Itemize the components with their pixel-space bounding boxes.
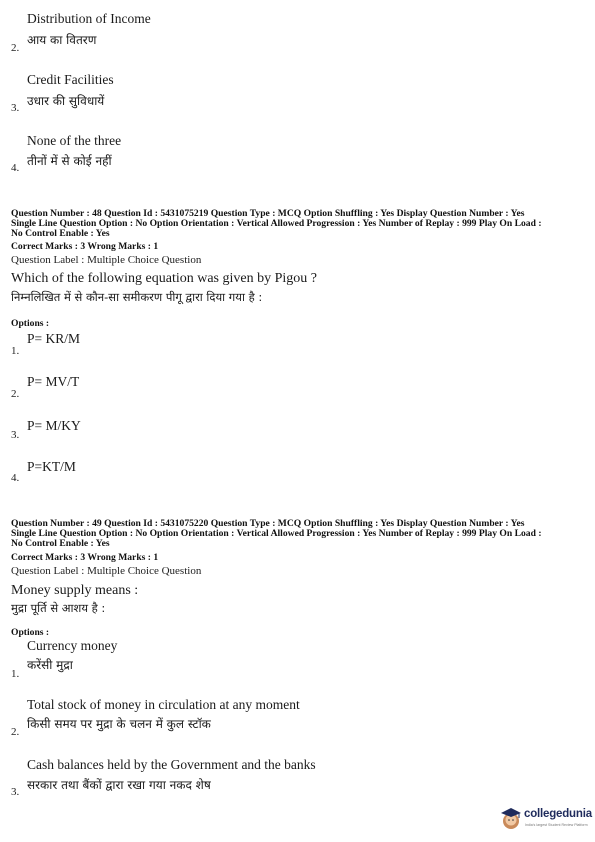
logo-name: collegedunia [524, 808, 592, 820]
option-number: 3. [11, 786, 20, 798]
question-label: Question Label : Multiple Choice Question [11, 254, 202, 266]
option-text: P= KR/M [27, 331, 81, 346]
question-meta-line: No Control Enable : Yes [11, 228, 110, 239]
option-text-hi: सरकार तथा बैंकों द्वारा रखा गया नकद शेष [27, 778, 211, 792]
question-marks: Correct Marks : 3 Wrong Marks : 1 [11, 552, 159, 563]
option-number: 2. [11, 388, 20, 400]
option-text-en: Currency money [27, 638, 118, 653]
question-meta-line: Question Number : 48 Question Id : 5431075219 Question Type : MCQ Option Shuffling : Yes Display Question Number : Yes [11, 208, 525, 219]
option-text-hi: करेंसी मुद्रा [27, 658, 73, 672]
option-text-hi: आय का वितरण [27, 33, 97, 47]
question-meta-line: No Control Enable : Yes [11, 538, 110, 549]
question-meta-line: Single Line Question Option : No Option Orientation : Vertical Allowed Progression : Yes Number of Replay : 999 Play On Load : [11, 528, 542, 539]
logo-tagline: India's largest Student Review Platform [525, 823, 588, 827]
option-number: 2. [11, 726, 20, 738]
option-text-hi: तीनों में से कोई नहीं [27, 154, 112, 168]
option-text-en: Total stock of money in circulation at any moment [27, 697, 300, 712]
option-text-hi: उधार की सुविधायें [27, 94, 105, 108]
question-text-en: Which of the following equation was given by Pigou ? [11, 271, 317, 286]
option-number: 4. [11, 162, 20, 174]
options-heading: Options : [11, 318, 50, 329]
option-number: 2. [11, 42, 20, 54]
question-meta-line: Question Number : 49 Question Id : 5431075220 Question Type : MCQ Option Shuffling : Yes Display Question Number : Yes [11, 518, 525, 529]
option-number: 3. [11, 429, 20, 441]
question-text-hi: निम्नलिखित में से कौन-सा समीकरण पीगू द्वारा दिया गया है : [11, 290, 263, 304]
question-marks: Correct Marks : 3 Wrong Marks : 1 [11, 241, 159, 252]
option-text-en: Cash balances held by the Government and the banks [27, 757, 316, 772]
option-text-en: None of the three [27, 133, 122, 148]
option-number: 4. [11, 472, 20, 484]
option-number: 1. [11, 345, 20, 357]
option-text-en: Credit Facilities [27, 72, 114, 87]
graduation-cap-icon [500, 807, 522, 831]
option-number: 3. [11, 102, 20, 114]
options-heading: Options : [11, 627, 50, 638]
option-number: 1. [11, 668, 20, 680]
question-meta-line: Single Line Question Option : No Option Orientation : Vertical Allowed Progression : Yes Number of Replay : 999 Play On Load : [11, 218, 542, 229]
question-label: Question Label : Multiple Choice Question [11, 565, 202, 577]
question-text-hi: मुद्रा पूर्ति से आशय है : [11, 601, 106, 615]
option-text: P= M/KY [27, 418, 81, 433]
option-text-hi: किसी समय पर मुद्रा के चलन में कुल स्टॉक [27, 717, 211, 731]
option-text: P= MV/T [27, 374, 80, 389]
option-text-en: Distribution of Income [27, 11, 151, 26]
question-text-en: Money supply means : [11, 583, 139, 598]
collegedunia-logo [500, 805, 595, 835]
option-text: P=KT/M [27, 459, 76, 474]
